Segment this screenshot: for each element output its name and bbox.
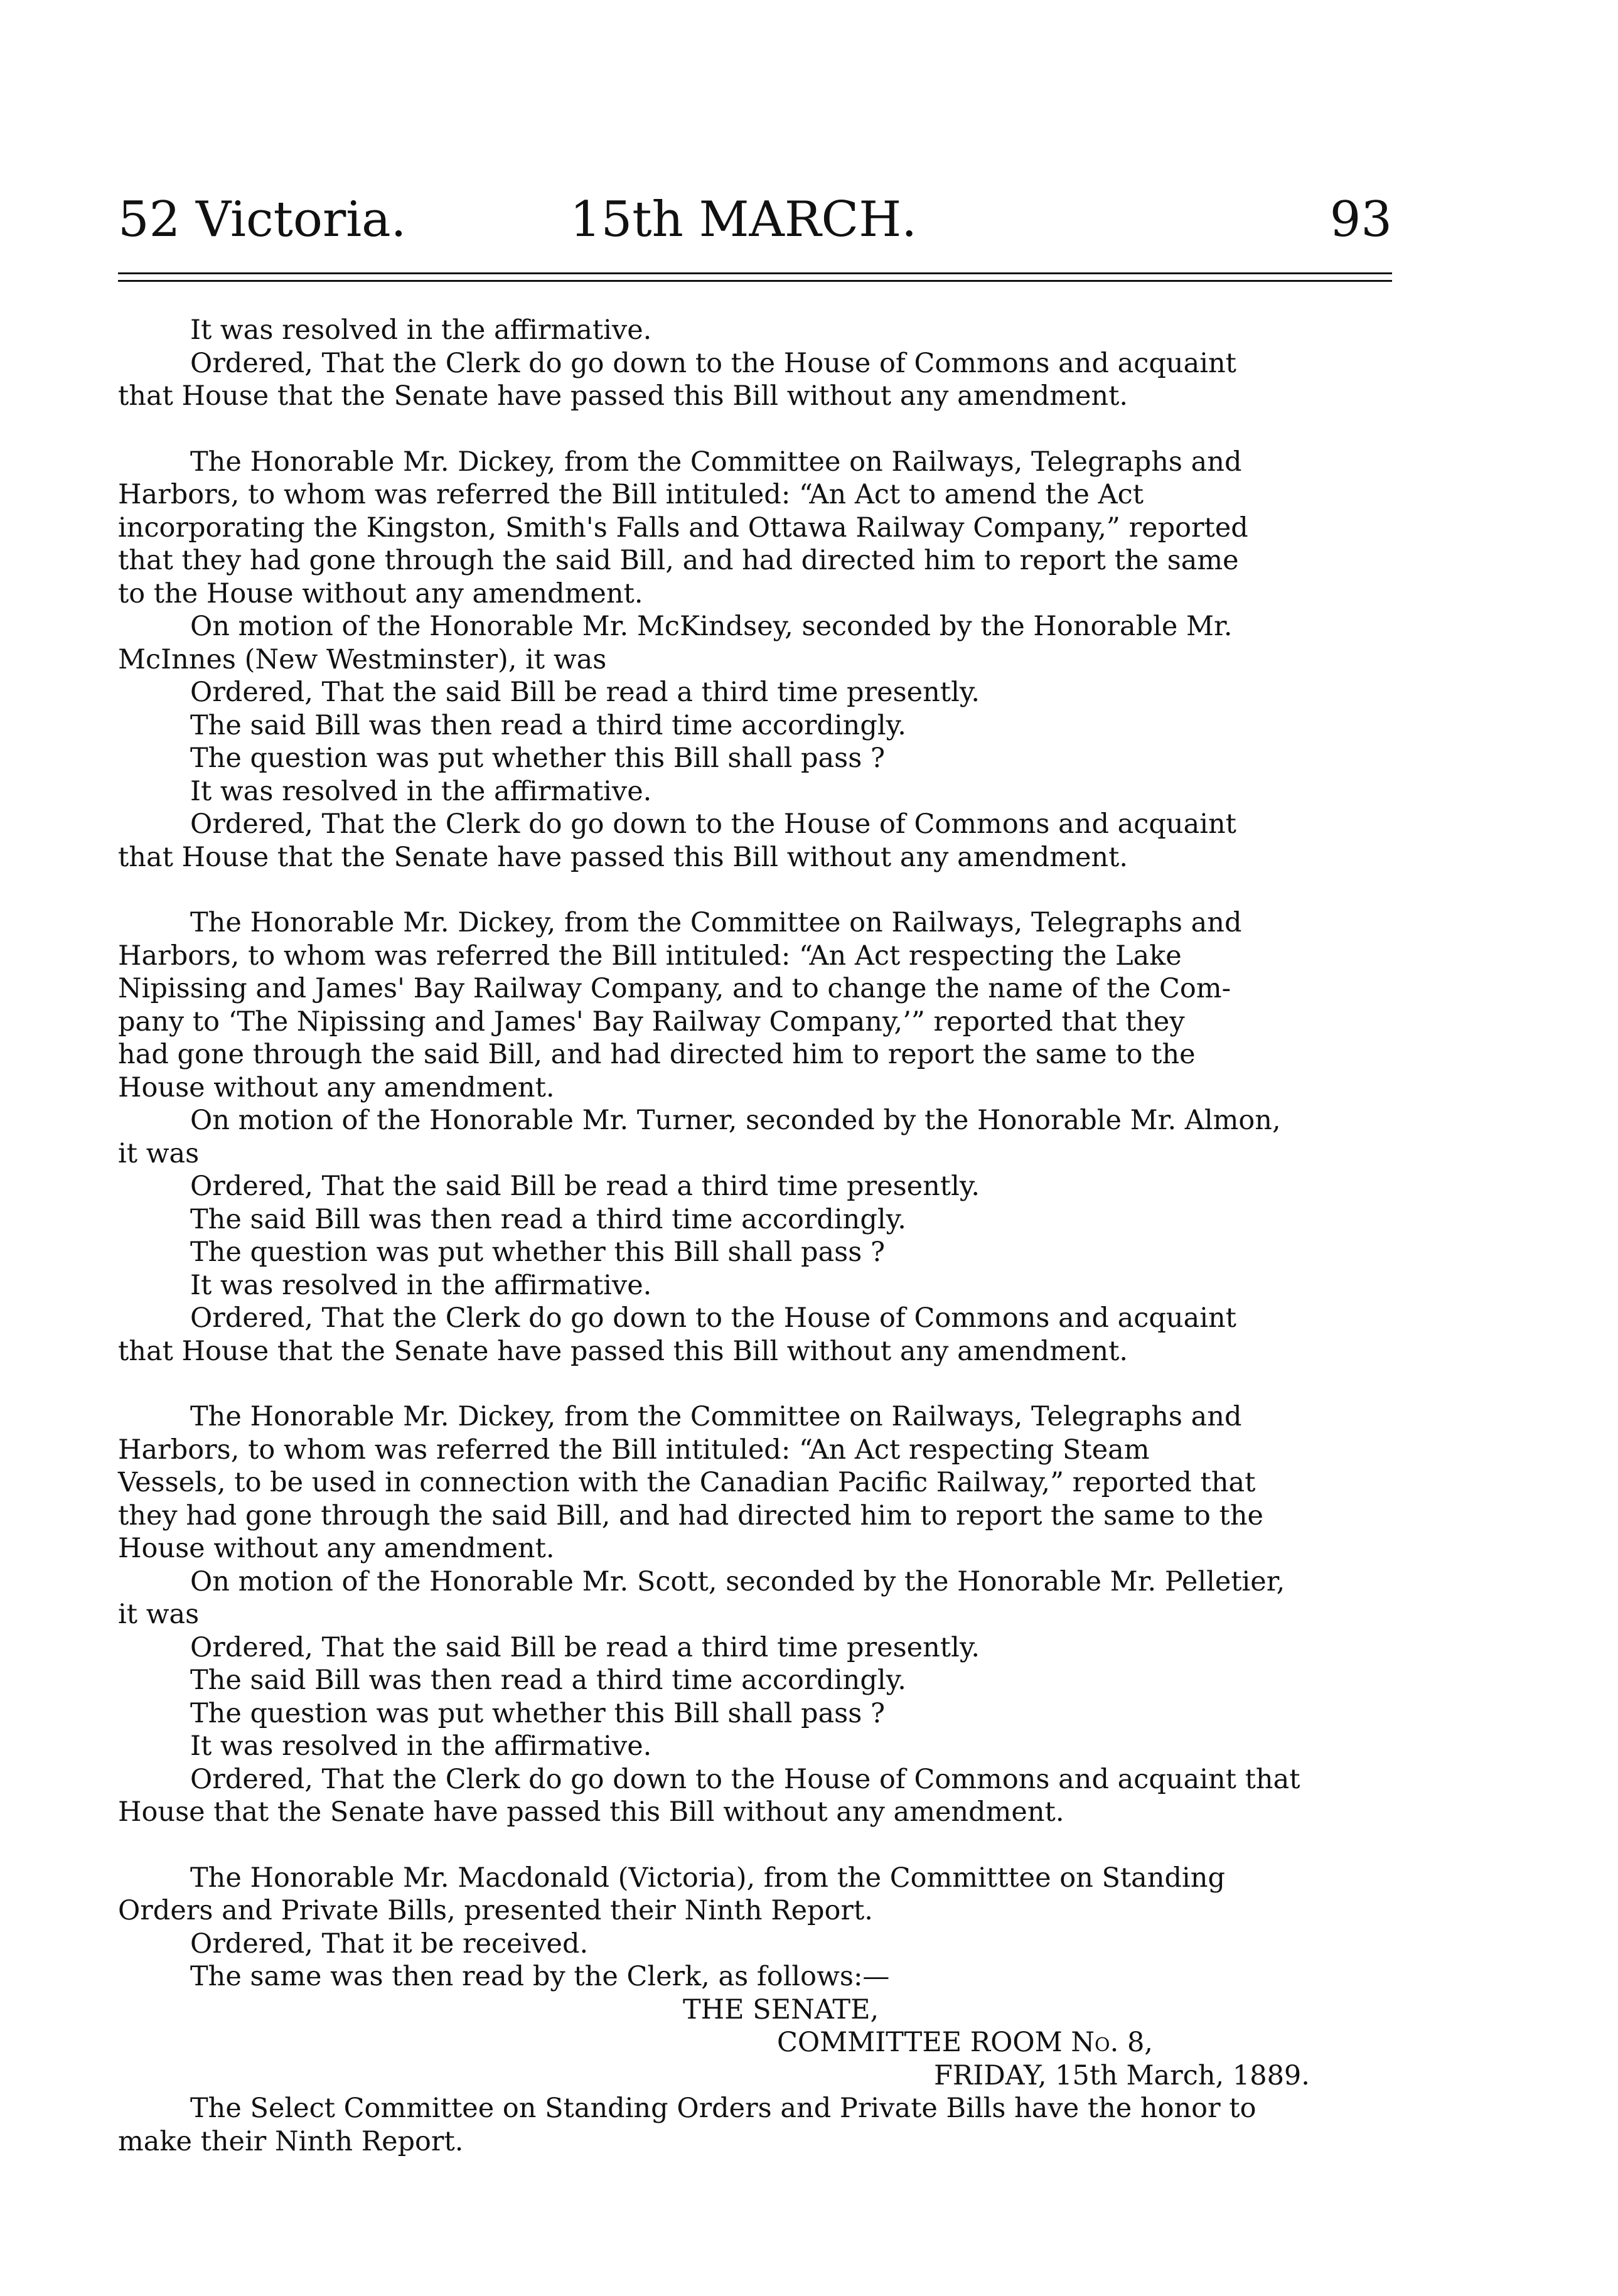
text-line: The said Bill was then read a third time accordingly. [190, 709, 906, 741]
text-line: The same was then read by the Clerk, as follows:— [190, 1961, 890, 1992]
text-line: The question was put whether this Bill shall pass ? [190, 1237, 886, 1268]
text-line: The question was put whether this Bill shall pass ? [190, 743, 886, 774]
running-head-date: 15th MARCH. [570, 191, 918, 248]
text-line: they had gone through the said Bill, and had directed him to report the same to the [118, 1499, 1263, 1532]
text-line: Ordered, That the Clerk do go down to the House of Commons and acquaint that [190, 1763, 1300, 1795]
text-line: had gone through the said Bill, and had directed him to report the same to the [118, 1039, 1196, 1070]
text-line: that House that the Senate have passed this Bill without any amendment. [118, 841, 1128, 873]
text-line: incorporating the Kingston, Smith's Falls and Ottawa Railway Company,” reported [118, 512, 1248, 544]
text-line: Harbors, to whom was referred the Bill intituled: “An Act respecting Steam [118, 1434, 1150, 1466]
text-line: FRIDAY, 15th March, 1889. [934, 2059, 1310, 2091]
text-line: House without any amendment. [118, 1533, 555, 1564]
text-line: The Honorable Mr. Dickey, from the Committee on Railways, Telegraphs and [190, 907, 1242, 938]
text-line: make their Ninth Report. [118, 2125, 464, 2157]
text-line: On motion of the Honorable Mr. Turner, seconded by the Honorable Mr. Almon, [190, 1105, 1281, 1136]
text-line: Ordered, That the Clerk do go down to the House of Commons and acquaint [190, 808, 1236, 840]
page-header [118, 188, 1392, 257]
text-line: Vessels, to be used in connection with the Canadian Pacific Railway,” reported that [118, 1467, 1256, 1498]
text-line: Nipissing and James' Bay Railway Company, and to change the name of the Com- [118, 973, 1231, 1004]
text-line: On motion of the Honorable Mr. Scott, seconded by the Honorable Mr. Pelletier, [190, 1565, 1285, 1597]
text-line: It was resolved in the affirmative. [190, 1730, 652, 1762]
text-line: Ordered, That it be received. [190, 1928, 589, 1960]
text-line: it was [118, 1137, 200, 1169]
text-line: it was [118, 1599, 200, 1630]
text-line: The said Bill was then read a third time accordingly. [190, 1665, 906, 1696]
text-line: that House that the Senate have passed this Bill without any amendment. [118, 380, 1128, 412]
text-line: The question was put whether this Bill shall pass ? [190, 1697, 886, 1729]
text-line: On motion of the Honorable Mr. McKindsey, seconded by the Honorable Mr. [190, 611, 1233, 642]
text-line: It was resolved in the affirmative. [190, 314, 652, 346]
text-line: The Honorable Mr. Dickey, from the Committee on Railways, Telegraphs and [190, 446, 1242, 478]
page-number: 93 [1329, 191, 1392, 248]
text-line: It was resolved in the affirmative. [190, 775, 652, 807]
text-line: The Honorable Mr. Macdonald (Victoria), from the Committtee on Standing [190, 1862, 1226, 1894]
text-line: to the House without any amendment. [118, 577, 643, 609]
text-line: Ordered, That the said Bill be read a third time presently. [190, 677, 980, 708]
text-line: House without any amendment. [118, 1071, 555, 1103]
text-line: Ordered, That the Clerk do go down to the House of Commons and acquaint [190, 1302, 1236, 1334]
header-rule-top [118, 272, 1392, 274]
text-line: that House that the Senate have passed this Bill without any amendment. [118, 1335, 1128, 1367]
text-line: House that the Senate have passed this Bill without any amendment. [118, 1796, 1064, 1828]
text-line: Ordered, That the said Bill be read a third time presently. [190, 1631, 980, 1663]
text-line: COMMITTEE ROOM No. 8, [777, 2027, 1153, 2058]
journal-body-text [118, 314, 1392, 2158]
text-line: pany to ‘The Nipissing and James' Bay Railway Company,’” reported that they [118, 1006, 1185, 1038]
text-line: Harbors, to whom was referred the Bill intituled: “An Act respecting the Lake [118, 940, 1182, 972]
text-line: The Select Committee on Standing Orders and Private Bills have the honor to [190, 2093, 1256, 2124]
text-line: The Honorable Mr. Dickey, from the Committee on Railways, Telegraphs and [190, 1401, 1242, 1432]
text-line: The said Bill was then read a third time accordingly. [190, 1203, 906, 1235]
running-head-regnal-year: 52 Victoria. [118, 191, 407, 248]
text-line: Harbors, to whom was referred the Bill intituled: “An Act to amend the Act [118, 479, 1144, 510]
text-line: McInnes (New Westminster), it was [118, 643, 607, 675]
text-line: that they had gone through the said Bill, and had directed him to report the same [118, 545, 1239, 576]
text-line: THE SENATE, [683, 1993, 879, 2025]
header-rule-bottom [118, 280, 1392, 282]
text-line: Ordered, That the Clerk do go down to the House of Commons and acquaint [190, 347, 1236, 379]
text-line: Orders and Private Bills, presented their Ninth Report. [118, 1895, 873, 1926]
text-line: It was resolved in the affirmative. [190, 1269, 652, 1301]
text-line: Ordered, That the said Bill be read a third time presently. [190, 1171, 980, 1202]
